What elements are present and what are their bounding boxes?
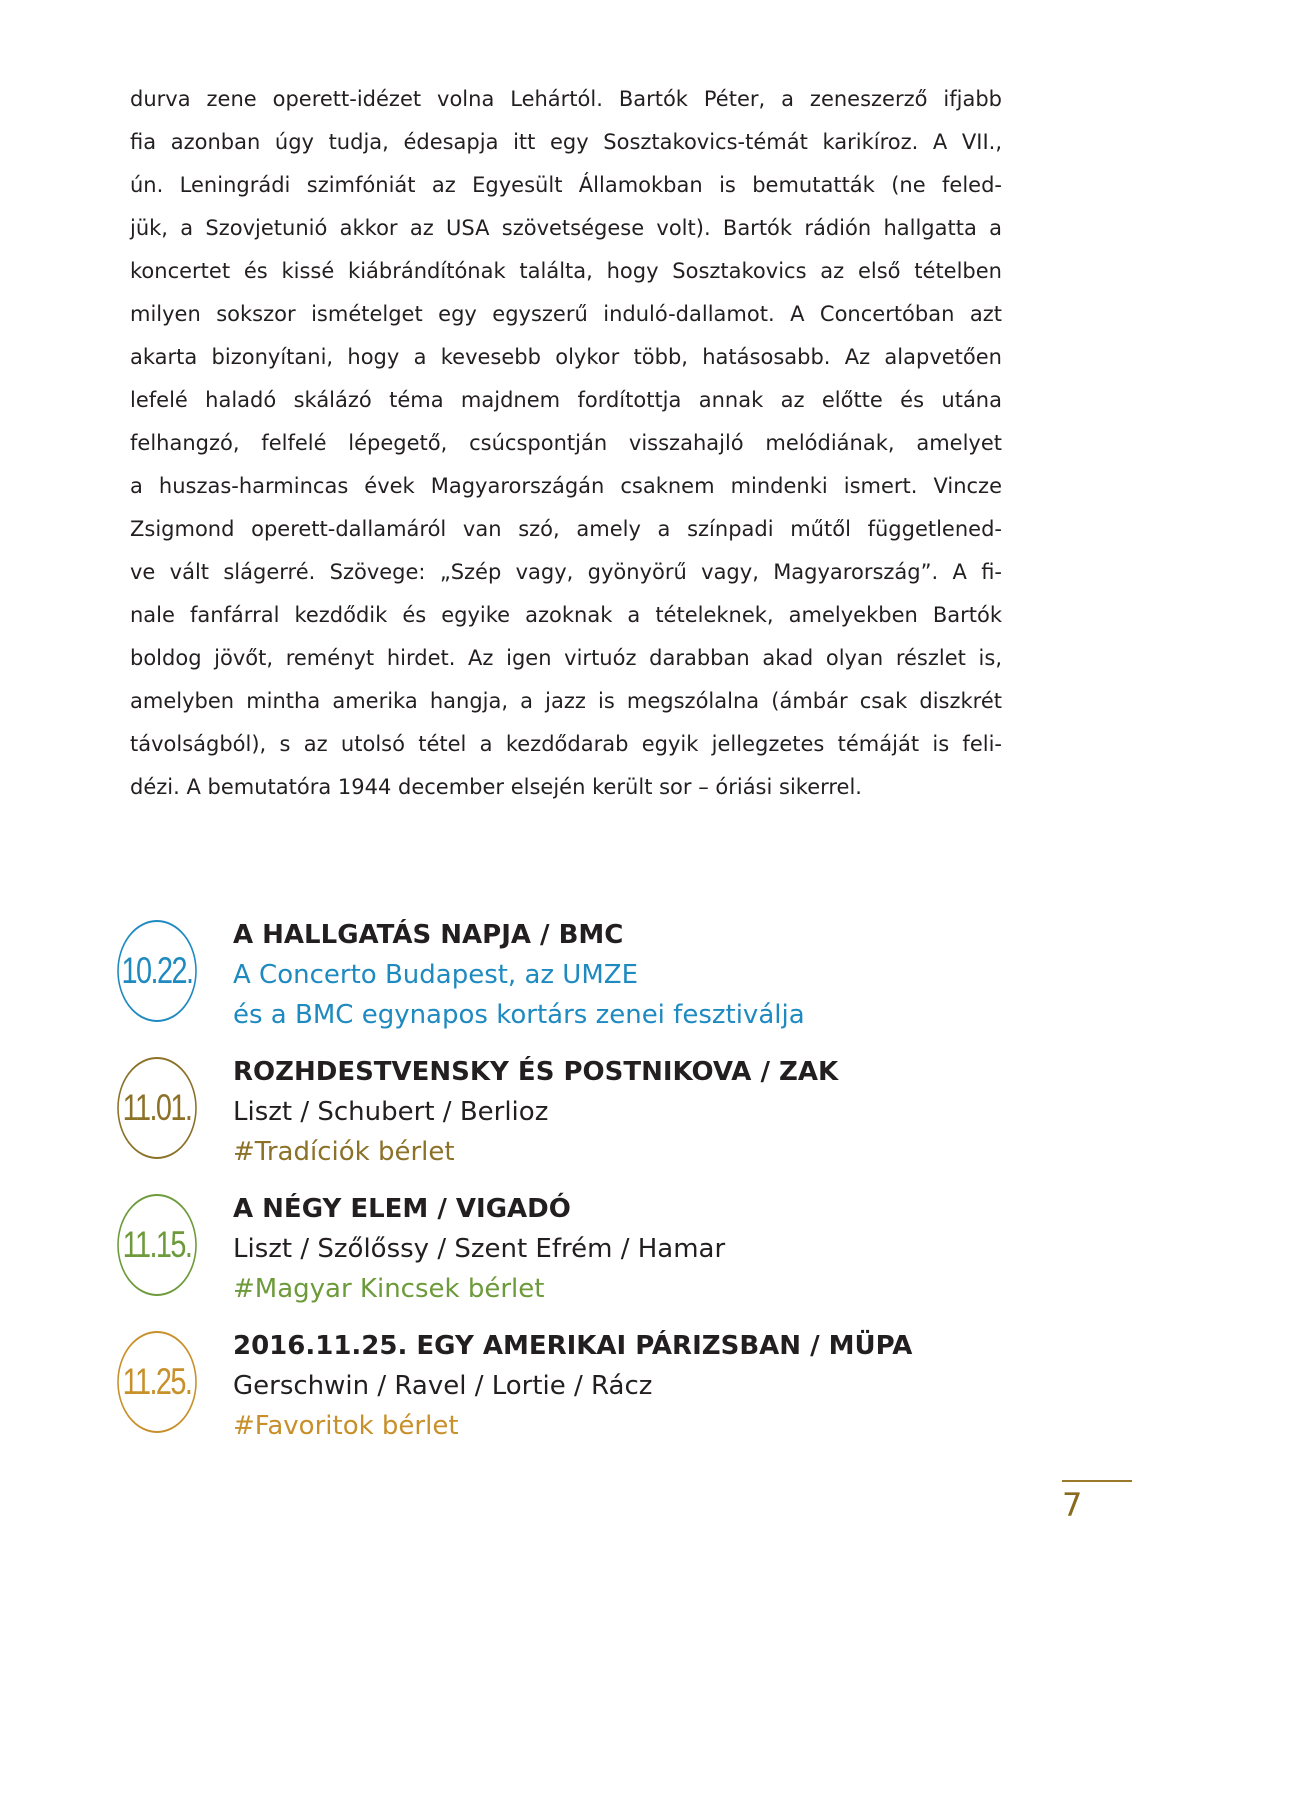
date-badge: 11.25. — [117, 1331, 197, 1433]
page-number: 7 — [1062, 1486, 1083, 1524]
article-line: lefelé haladó skálázó téma majdnem fordítottja annak az előtte és utána — [130, 388, 1002, 412]
event-title: 2016.11.25. EGY AMERIKAI PÁRIZSBAN / MÜPA — [233, 1331, 913, 1361]
date-badge: 11.15. — [117, 1194, 197, 1296]
event-item — [0, 1326, 1132, 1451]
article-line: felhangzó, felfelé lépegető, csúcspontján visszahajló melódiának, amelyet — [130, 431, 1002, 455]
article-line: távolságból), s az utolsó tétel a kezdődarab egyik jellegzetes témáját is feli- — [130, 732, 1002, 756]
article-line: a huszas-harmincas évek Magyarországán csaknem mindenki ismert. Vincze — [130, 474, 1002, 498]
event-subtitle: és a BMC egynapos kortárs zenei fesztiválja — [233, 1000, 805, 1030]
article-line: dézi. A bemutatóra 1944 december elsején került sor – óriási sikerrel. — [130, 775, 862, 799]
article-line: amelyben mintha amerika hangja, a jazz is megszólalna (ámbár csak diszkrét — [130, 689, 1002, 713]
article-line: durva zene operett-idézet volna Lehártól. Bartók Péter, a zeneszerző ifjabb — [130, 87, 1002, 111]
event-item — [0, 1052, 1132, 1177]
event-title: ROZHDESTVENSKY ÉS POSTNIKOVA / ZAK — [233, 1057, 839, 1087]
event-subscription: #Magyar Kincsek bérlet — [233, 1274, 545, 1304]
date-badge: 10.22. — [117, 920, 197, 1022]
article-line: akarta bizonyítani, hogy a kevesebb olykor több, hatásosabb. Az alapvetően — [130, 345, 1002, 369]
article-line: ve vált slágerré. Szövege: „Szép vagy, gyönyörű vagy, Magyarország”. A fi- — [130, 560, 1002, 584]
event-subtitle: A Concerto Budapest, az UMZE — [233, 960, 639, 990]
article-line: milyen sokszor ismételget egy egyszerű induló-dallamot. A Concertóban azt — [130, 302, 1002, 326]
date-badge: 11.01. — [117, 1057, 197, 1159]
event-program: Liszt / Szőlőssy / Szent Efrém / Hamar — [233, 1234, 726, 1264]
article-line: fia azonban úgy tudja, édesapja itt egy Sosztakovics-témát karikíroz. A VII., — [130, 130, 1002, 154]
article-line: koncertet és kissé kiábrándítónak találta, hogy Sosztakovics az első tételben — [130, 259, 1002, 283]
article-line: ún. Leningrádi szimfóniát az Egyesült Államokban is bemutatták (ne feled- — [130, 173, 1002, 197]
article-body — [130, 78, 1002, 809]
event-subscription: #Tradíciók bérlet — [233, 1137, 455, 1167]
page-number-rule — [1062, 1480, 1132, 1482]
event-subscription: #Favoritok bérlet — [233, 1411, 459, 1441]
article-line: Zsigmond operett-dallamáról van szó, amely a színpadi műtől függetlened- — [130, 517, 1002, 541]
event-item — [0, 1189, 1132, 1314]
event-item — [0, 915, 1132, 1040]
article-line: boldog jövőt, reményt hirdet. Az igen virtuóz darabban akad olyan részlet is, — [130, 646, 1002, 670]
event-program: Liszt / Schubert / Berlioz — [233, 1097, 549, 1127]
event-title: A NÉGY ELEM / VIGADÓ — [233, 1194, 571, 1224]
article-line: jük, a Szovjetunió akkor az USA szövetségese volt). Bartók rádión hallgatta a — [130, 216, 1002, 240]
event-program: Gerschwin / Ravel / Lortie / Rácz — [233, 1371, 653, 1401]
article-line: nale fanfárral kezdődik és egyike azoknak a tételeknek, amelyekben Bartók — [130, 603, 1002, 627]
event-title: A HALLGATÁS NAPJA / BMC — [233, 920, 624, 950]
